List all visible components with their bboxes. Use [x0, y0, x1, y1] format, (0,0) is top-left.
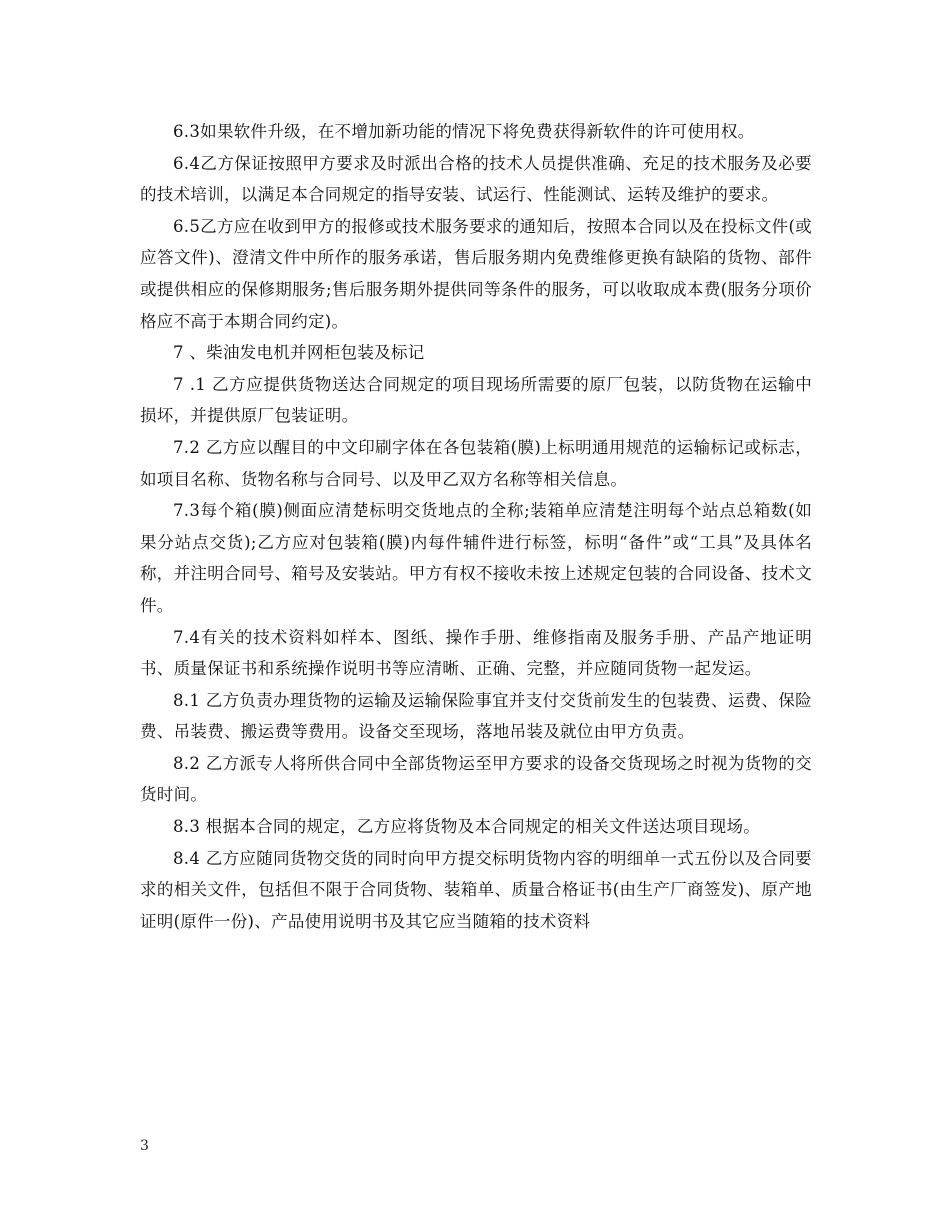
page-number: 3 [140, 1138, 149, 1154]
section-heading-7: 7 、柴油发电机并网柜包装及标记 [173, 343, 425, 363]
paragraph-8-2: 8.2 乙方派专人将所供合同中全部货物运至甲方要求的设备交货现场之时视为货物的交货时间。 [140, 753, 812, 805]
paragraph-6-3: 6.3如果软件升级，在不增加新功能的情况下将免费获得新软件的许可使用权。 [173, 122, 755, 141]
paragraph-6-4: 6.4乙方保证按照甲方要求及时派出合格的技术人员提供准确、充足的技术服务及必要的技术培训，以满足本合同规定的指导安装、试运行、性能测试、运转及维护的要求。 [140, 153, 812, 205]
paragraph-8-1: 8.1 乙方负责办理货物的运输及运输保险事宜并支付交货前发生的包装费、运费、保险费、吊装费、搬运费等费用。设备交至现场，落地吊装及就位由甲方负责。 [140, 690, 812, 742]
paragraph-6-5: 6.5乙方应在收到甲方的报修或技术服务要求的通知后，按照本合同以及在投标文件(或应答文件)、澄清文件中所作的服务承诺，售后服务期内免费维修更换有缺陷的货物、部件或提供相应的保修期服务;售后服务期外提供同等条件的服务，可以收取成本费(服务分项价格应不高于本期合同约定)。 [140, 216, 812, 331]
paragraph-8-3: 8.3 根据本合同的规定，乙方应将货物及本合同规定的相关文件送达项目现场。 [173, 817, 761, 837]
paragraph-7-2: 7.2 乙方应以醒目的中文印刷字体在各包装箱(膜)上标明通用规范的运输标记或标志，如项目名称、货物名称与合同号、以及甲乙双方名称等相关信息。 [140, 437, 812, 489]
paragraph-7-4: 7.4有关的技术资料如样本、图纸、操作手册、维修指南及服务手册、产品产地证明书、质量保证书和系统操作说明书等应清晰、正确、完整，并应随同货物一起发运。 [140, 627, 812, 679]
paragraph-7-3: 7.3每个箱(膜)侧面应清楚标明交货地点的全称;装箱单应清楚注明每个站点总箱数(如果分站点交货);乙方应对包装箱(膜)内每件辅件进行标签，标明“备件”或“工具”及具体名称，并注明合同号、箱号及安装站。甲方有权不接收未按上述规定包装的合同设备、技术文件。 [140, 501, 812, 615]
paragraph-8-4: 8.4 乙方应随同货物交货的同时向甲方提交标明货物内容的明细单一式五份以及合同要求的相关文件，包括但不限于合同货物、装箱单、质量合格证书(由生产厂商签发)、原产地证明(原件一份)、产品使用说明书及其它应当随箱的技术资料 [140, 848, 812, 931]
paragraph-7-1: 7 .1 乙方应提供货物送达合同规定的项目现场所需要的原厂包装，以防货物在运输中损坏，并提供原厂包装证明。 [140, 374, 812, 426]
document-body [140, 116, 812, 937]
